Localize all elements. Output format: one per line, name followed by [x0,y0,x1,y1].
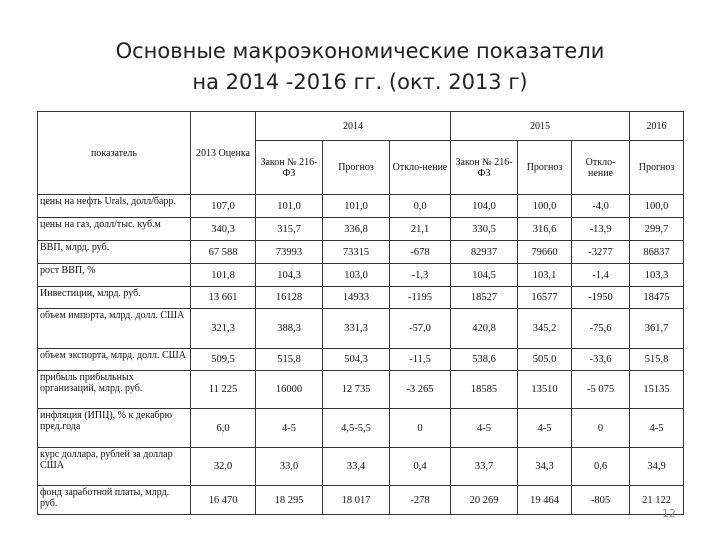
value-cell: 361,7 [630,309,684,349]
value-cell: 100,0 [630,195,684,218]
value-cell: 4-5 [518,409,572,448]
value-cell: -75,6 [572,309,630,349]
value-cell: 82937 [451,241,518,264]
table-row [38,195,684,218]
value-cell: 0,6 [572,448,630,486]
indicator-name-cell: цены на нефть Urals, долл/барр. [38,195,191,218]
value-cell: 103,3 [630,264,684,287]
law-2014-header: Закон № 216-ФЗ [256,141,323,195]
value-cell: 509,5 [191,349,256,371]
indicator-header: показатель [38,112,191,195]
value-cell: 18 017 [323,486,390,515]
value-cell: 14933 [323,287,390,309]
value-cell: -3 265 [390,371,451,409]
indicator-name-cell: фонд заработной платы, млрд. руб. [38,486,191,515]
deviation-2014-header: Откло-нение [390,141,451,195]
indicator-name-cell: цены на газ, долл/тыс. куб.м [38,218,191,241]
value-cell: 4-5 [256,409,323,448]
value-cell: 505,0 [518,349,572,371]
forecast-2015-header: Прогноз [518,141,572,195]
year-2014-header: 2014 [256,112,451,141]
value-cell: 12 735 [323,371,390,409]
value-cell: 18475 [630,287,684,309]
value-cell: -678 [390,241,451,264]
table-row [38,218,684,241]
value-cell: 4-5 [630,409,684,448]
table-row [38,241,684,264]
value-cell: 16 470 [191,486,256,515]
value-cell: 19 464 [518,486,572,515]
value-cell: 515,8 [630,349,684,371]
value-cell: 73315 [323,241,390,264]
value-cell: -278 [390,486,451,515]
value-cell: 420,8 [451,309,518,349]
year-2015-header: 2015 [451,112,630,141]
value-cell: 6,0 [191,409,256,448]
value-cell: 79660 [518,241,572,264]
indicator-name-cell: ВВП, млрд. руб. [38,241,191,264]
value-cell: -57,0 [390,309,451,349]
value-cell: 33,7 [451,448,518,486]
table-row [38,309,684,349]
indicator-name-cell: Инвестиции, млрд. руб. [38,287,191,309]
value-cell: 104,0 [451,195,518,218]
indicator-name-cell: рост ВВП, % [38,264,191,287]
estimate-2013-header: 2013 Оценка [191,112,256,195]
value-cell: -13,9 [572,218,630,241]
indicator-name-cell: прибыль прибыльных организаций, млрд. руб. [38,371,191,409]
value-cell: -3277 [572,241,630,264]
table-row [38,371,684,409]
value-cell: 100,0 [518,195,572,218]
value-cell: -1,3 [390,264,451,287]
value-cell: -1,4 [572,264,630,287]
value-cell: 388,3 [256,309,323,349]
value-cell: -5 075 [572,371,630,409]
value-cell: 315,7 [256,218,323,241]
value-cell: 504,3 [323,349,390,371]
value-cell: 101,0 [256,195,323,218]
value-cell: 86837 [630,241,684,264]
value-cell: 21 122 [630,486,684,515]
value-cell: 101,0 [323,195,390,218]
value-cell: 321,3 [191,309,256,349]
slide-title-line-1: Основные макроэкономические показатели [115,39,605,63]
value-cell: 13510 [518,371,572,409]
value-cell: 32,0 [191,448,256,486]
indicator-name-cell: объем экспорта, млрд. долл. США [38,349,191,371]
value-cell: 18585 [451,371,518,409]
table-row [38,448,684,486]
forecast-2014-header: Прогноз [323,141,390,195]
value-cell: -1195 [390,287,451,309]
value-cell: 16000 [256,371,323,409]
value-cell: 103,1 [518,264,572,287]
table-body [38,195,684,515]
value-cell: -1950 [572,287,630,309]
value-cell: 34,3 [518,448,572,486]
value-cell: 11 225 [191,371,256,409]
value-cell: 18527 [451,287,518,309]
value-cell: -11,5 [390,349,451,371]
table-row [38,264,684,287]
value-cell: 103,0 [323,264,390,287]
value-cell: 104,3 [256,264,323,287]
value-cell: 0 [390,409,451,448]
indicator-name-cell: курс доллара, рублей за доллар США [38,448,191,486]
table-row [38,409,684,448]
value-cell: 0 [572,409,630,448]
value-cell: 336,8 [323,218,390,241]
macro-indicators-table [37,111,684,515]
indicator-name-cell: объем импорта, млрд. долл. США [38,309,191,349]
table-row [38,349,684,371]
value-cell: 13 661 [191,287,256,309]
value-cell: 4-5 [451,409,518,448]
value-cell: 67 588 [191,241,256,264]
value-cell: 18 295 [256,486,323,515]
value-cell: 16128 [256,287,323,309]
law-2015-header: Закон № 216-ФЗ [451,141,518,195]
value-cell: -4,0 [572,195,630,218]
value-cell: 107,0 [191,195,256,218]
slide-title-line-2: на 2014 -2016 гг. (окт. 2013 г) [192,70,528,94]
deviation-2015-header: Откло-нение [572,141,630,195]
value-cell: 34,9 [630,448,684,486]
value-cell: 101,8 [191,264,256,287]
value-cell: 16577 [518,287,572,309]
value-cell: 340,3 [191,218,256,241]
value-cell: 33,4 [323,448,390,486]
value-cell: 33,0 [256,448,323,486]
forecast-2016-header: Прогноз [630,141,684,195]
value-cell: 20 269 [451,486,518,515]
table-row [38,486,684,515]
value-cell: 4,5-5,5 [323,409,390,448]
value-cell: 299,7 [630,218,684,241]
slide-number: 12 [662,507,676,520]
value-cell: 515,8 [256,349,323,371]
value-cell: 0,4 [390,448,451,486]
value-cell: 73993 [256,241,323,264]
value-cell: 316,6 [518,218,572,241]
table-row [38,287,684,309]
value-cell: 345,2 [518,309,572,349]
indicator-name-cell: инфляция (ИПЦ), % к декабрю пред.года [38,409,191,448]
value-cell: 0,0 [390,195,451,218]
value-cell: -805 [572,486,630,515]
value-cell: 15135 [630,371,684,409]
value-cell: 538,6 [451,349,518,371]
slide-title [0,36,720,98]
value-cell: 21,1 [390,218,451,241]
value-cell: 104,5 [451,264,518,287]
value-cell: -33,6 [572,349,630,371]
year-2016-header: 2016 [630,112,684,141]
value-cell: 331,3 [323,309,390,349]
value-cell: 330,5 [451,218,518,241]
